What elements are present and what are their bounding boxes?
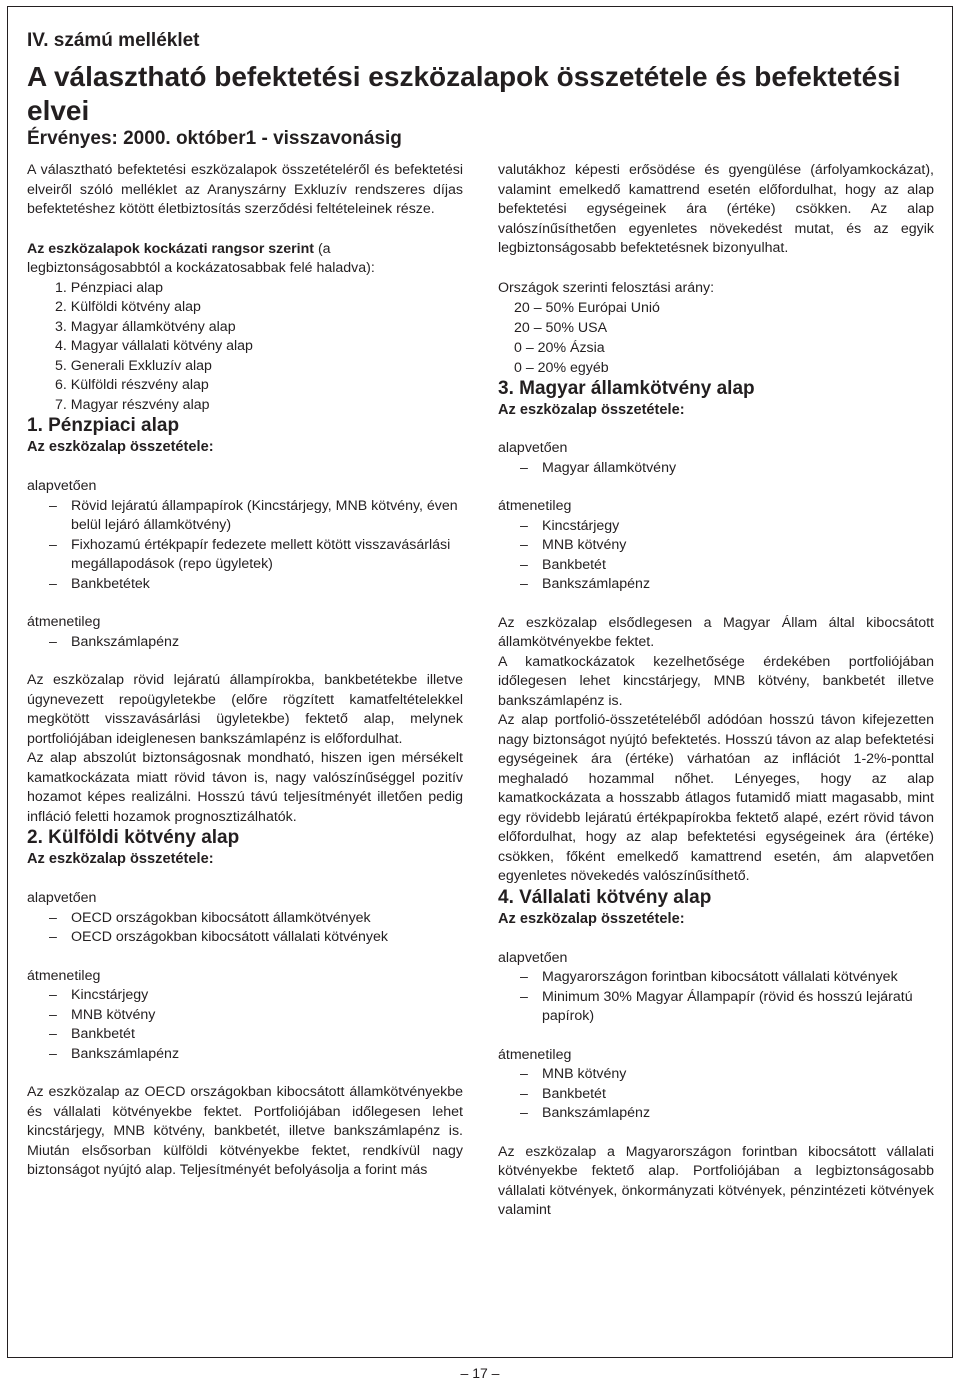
basic-list-4 xyxy=(498,968,934,1027)
allocation-item: 0 – 20% Ázsia xyxy=(514,340,605,356)
ranking-item: 6. Külföldi részvény alap xyxy=(55,377,209,393)
section-1-paragraph-1: Az eszközalap rövid lejáratú állampírokba, bankbetétekbe illetve úgynevezett repoügyletekbe (előre rögzített kamatfeltételekkel megkötött visszavásárlási ügyletekbe) fektető alap, melynek portfoliójában ideiglenesen bankszámlapénz is előfordulhat. xyxy=(27,672,463,747)
allocation-item: 20 – 50% USA xyxy=(514,320,608,336)
basic-list-2 xyxy=(27,909,463,948)
list-item: – MNB kötvény xyxy=(27,1006,463,1026)
composition-heading-2: Az eszközalap összetétele: xyxy=(27,851,214,867)
list-item: – Fixhozamú értékpapír fedezete mellett kötött visszavásárlási megállapodások (repo ügyletek) xyxy=(27,536,463,575)
ranking-item: 3. Magyar államkötvény alap xyxy=(55,318,236,335)
temp-list-3 xyxy=(498,517,934,595)
list-item: – MNB kötvény xyxy=(498,536,934,556)
composition-heading-4: Az eszközalap összetétele: xyxy=(498,910,685,927)
ranking-item: 2. Külföldi kötvény alap xyxy=(55,299,201,315)
basic-label-3: alapvetően xyxy=(498,440,568,456)
temp-list-4 xyxy=(498,1065,934,1124)
list-item: – Bankszámlapénz xyxy=(27,1045,463,1065)
list-item: – Magyar államkötvény xyxy=(498,459,934,479)
section-3-paragraph-1: Az eszközalap elsődlegesen a Magyar Állam által kibocsátott államkötvényekbe fektet. xyxy=(498,614,934,650)
ranking-item: 5. Generali Exkluzív alap xyxy=(55,357,212,374)
basic-list-1 xyxy=(27,497,463,595)
list-item: – MNB kötvény xyxy=(498,1065,934,1085)
list-item: – Bankszámlapénz xyxy=(27,633,463,653)
section-title-4: 4. Vállalati kötvény alap xyxy=(498,886,712,908)
basic-label-2: alapvetően xyxy=(27,890,97,906)
list-item: – Magyarországon forintban kibocsátott vállalati kötvények xyxy=(498,968,934,988)
allocation-item: 20 – 50% Európai Unió xyxy=(514,300,660,316)
annex-label: IV. számú melléklet xyxy=(27,30,200,51)
allocation-item: 0 – 20% egyéb xyxy=(514,360,609,376)
ranking-item: 1. Pénzpiaci alap xyxy=(55,279,164,296)
temp-label-2: átmenetileg xyxy=(27,967,101,984)
list-item: – Bankbetét xyxy=(498,1085,934,1105)
composition-heading-1: Az eszközalap összetétele: xyxy=(27,439,214,455)
basic-label-4: alapvetően xyxy=(498,949,568,966)
list-item: – Bankszámlapénz xyxy=(498,1104,934,1124)
composition-heading-3: Az eszközalap összetétele: xyxy=(498,402,685,418)
section-3-paragraph-2: A kamatkockázatok kezelhetősége érdekében portfoliójában időlegesen lehet kincstárjegy, MNB kötvény, bankbetét illetve bankszámlapénz is. xyxy=(498,653,934,709)
continued-paragraph: valutákhoz képesti erősödése és gyengülése (árfolyamkockázat), valamint emelkedő kamattrend esetén előfordulhat, hogy az alap befektetési egységeinek ára (értéke) csökken. Az alap valószínűsíthetően egyenletes növekedést mutat, és az egyik legbiztonságosabb befektetésnek bizonyulhat. xyxy=(498,162,934,256)
list-item: – OECD országokban kibocsátott vállalati kötvények xyxy=(27,928,463,948)
left-column xyxy=(27,161,463,1181)
list-item: – Bankbetét xyxy=(27,1025,463,1045)
list-item: – Bankszámlapénz xyxy=(498,575,934,595)
ranking-item: 4. Magyar vállalati kötvény alap xyxy=(55,338,253,354)
basic-label-1: alapvetően xyxy=(27,478,97,494)
allocation-list xyxy=(498,298,934,378)
list-item: – Bankbetét xyxy=(498,556,934,576)
section-1-paragraph-2: Az alap abszolút biztonságosnak mondható, hiszen igen mérsékelt kamatkockázata miatt rövid távon is, nagy valószínűséggel pozitív hozamot képes realizálni. Hosszú távú teljesítményét illetően pedig infláció feletti hozamok prognosztizálhatók. xyxy=(27,750,463,825)
section-title-2: 2. Külföldi kötvény alap xyxy=(27,827,240,848)
ranking-intro xyxy=(27,240,463,279)
temp-label-4: átmenetileg xyxy=(498,1046,572,1063)
temp-label-3: átmenetileg xyxy=(498,498,572,514)
ranking-intro-bold: Az eszközalapok kockázati rangsor szerint xyxy=(27,240,315,257)
validity-line: Érvényes: 2000. október1 - visszavonásig xyxy=(27,128,402,149)
section-title-3: 3. Magyar államkötvény alap xyxy=(498,378,755,399)
list-item: – Kincstárjegy xyxy=(498,517,934,537)
list-item: – Bankbetétek xyxy=(27,575,463,595)
list-item: – OECD országokban kibocsátott államkötvények xyxy=(27,909,463,929)
right-column xyxy=(498,161,934,1221)
temp-list-1 xyxy=(27,633,463,653)
section-3-paragraph-3: Az alap portfolió-összetételéből adódóan hosszú távon kifejezetten nagy biztonságot nyújtó befektetés. Hosszú távon az alap befektetési egységeinek ára (értéke) várhatóan az inflációt 1-2%-ponttal meghaladó hozammal nőhet. Lényeges, hogy az alap kamatkockázata a hosszabb átlagos futamidő miatt magasabb, mint egy rövidebb lejáratú értékpapírokba fektető alapé, ezért rövid távon előfordulhat, hogy az alap befektetési egységeinek ára (értéke) csökken, főként emelkedő kamattrend esetén, ám alapvetően egyenletes növekedés valószínűsíthető. xyxy=(498,712,934,884)
basic-list-3 xyxy=(498,459,934,479)
list-item: – Kincstárjegy xyxy=(27,986,463,1006)
allocation-label: Országok szerinti felosztási arány: xyxy=(498,279,715,296)
temp-list-2 xyxy=(27,986,463,1064)
list-item: – Minimum 30% Magyar Állampapír (rövid és hosszú lejáratú papírok) xyxy=(498,988,934,1027)
risk-ranking-list xyxy=(27,279,463,416)
ranking-intro-rest: (a legbiztonságosabbtól a kockázatosabbak felé haladva): xyxy=(27,240,375,276)
section-2-paragraph-1: Az eszközalap az OECD országokban kibocsátott államkötvényekbe és vállalati kötvényekbe fektet. Portfoliójában időlegesen lehet kincstárjegy, MNB kötvény, bankbetét, illetve bankszámlapénz is. Miután elsősorban külföldi kötvényekbe fektet, rendkívül nagy biztonságot nyújtó alap. Teljesítményét befolyásolja a forint más xyxy=(27,1084,463,1178)
section-title-1: 1. Pénzpiaci alap xyxy=(27,415,180,436)
ranking-item: 7. Magyar részvény alap xyxy=(55,396,210,413)
list-item: – Rövid lejáratú állampapírok (Kincstárjegy, MNB kötvény, éven belül lejáró államkötvény) xyxy=(27,497,463,536)
intro-paragraph: A választható befektetési eszközalapok összetételéről és befektetési elveiről szóló melléklet az Aranyszárny Exkluzív rendszeres díjas befektetéshez kötött életbiztosítás szerződési feltételeinek része. xyxy=(27,162,463,217)
temp-label-1: átmenetileg xyxy=(27,614,101,630)
page-title: A választható befektetési eszközalapok összetétele és befektetési elvei xyxy=(27,61,901,126)
section-4-paragraph-1: Az eszközalap a Magyarországon forintban kibocsátott vállalati kötvényekbe fektető alap. Portfoliójában a legbiztonságosabb vállalati kötvények, önkormányzati kötvények, pénzintézeti kötvények valamint xyxy=(498,1143,934,1218)
page-number: – 17 – xyxy=(460,1365,500,1381)
page-header xyxy=(27,30,907,150)
